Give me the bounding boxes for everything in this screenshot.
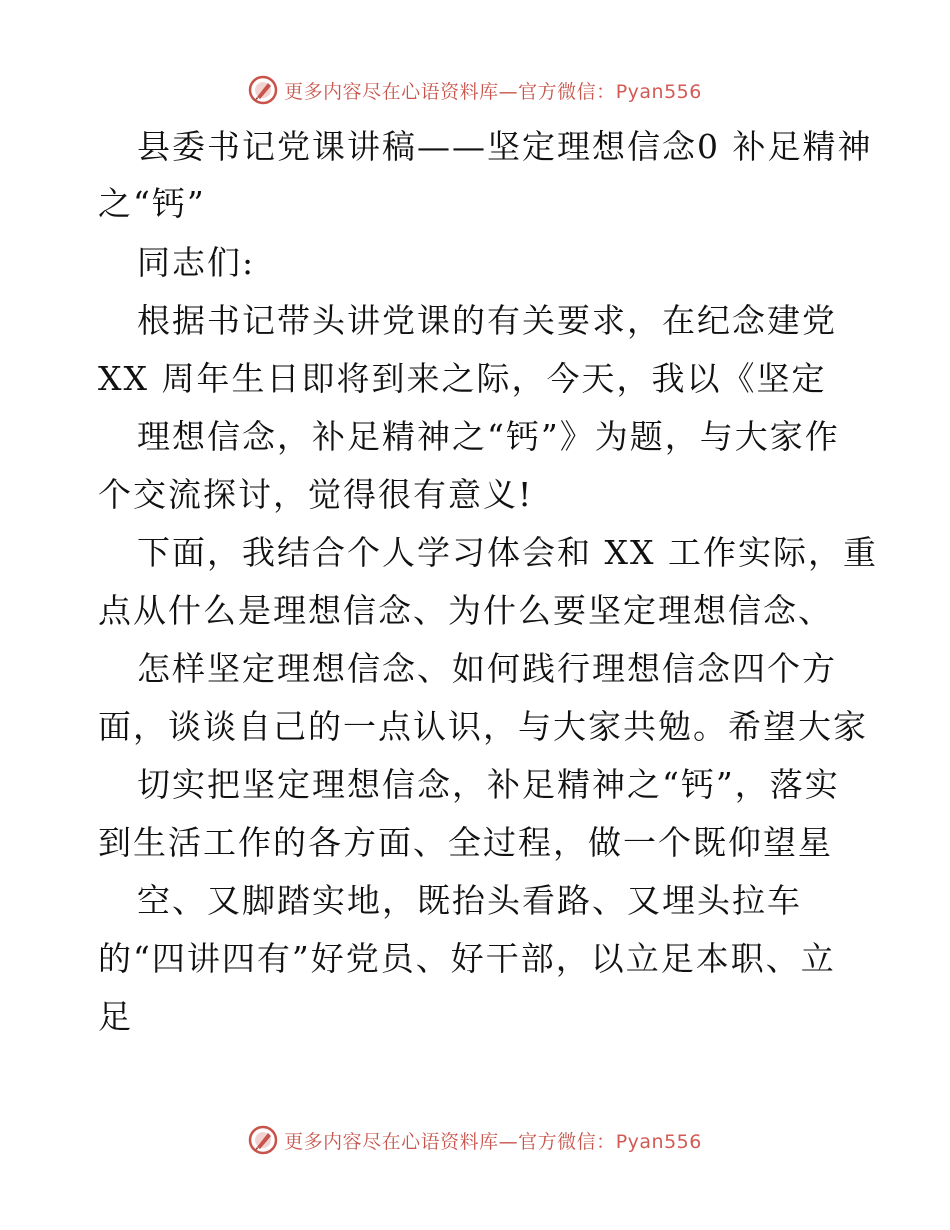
pen-nib-logo-icon (248, 75, 278, 105)
document-title-line-1: 县委书记党课讲稿——坚定理想信念0 补足精神 (137, 127, 873, 166)
paragraph-line: XX 周年生日即将到来之际，今天，我以《坚定 (98, 359, 827, 398)
paragraph-line: 下面，我结合个人学习体会和 XX 工作实际，重 (137, 533, 878, 572)
watermark-text: 更多内容尽在心语资料库—官方微信：Pyan556 (284, 1130, 702, 1153)
footer-watermark (0, 1120, 950, 1160)
paragraph-line: 怎样坚定理想信念、如何践行理想信念四个方 (137, 649, 837, 688)
watermark-text: 更多内容尽在心语资料库—官方微信：Pyan556 (284, 80, 702, 103)
paragraph-line: 空、又脚踏实地，既抬头看路、又埋头拉车 (137, 881, 802, 920)
header-watermark (0, 70, 950, 110)
paragraph-line: 切实把坚定理想信念，补足精神之“钙”，落实 (137, 765, 840, 804)
paragraph-line: 个交流探讨，觉得很有意义! (98, 475, 534, 514)
watermark-handle: Pyan556 (615, 80, 702, 103)
paragraph-line: 面，谈谈自己的一点认识，与大家共勉。希望大家 (98, 707, 868, 746)
paragraph-line: 到生活工作的各方面、全过程，做一个既仰望星 (98, 823, 833, 862)
salutation: 同志们: (137, 243, 256, 282)
paragraph-line: 根据书记带头讲党课的有关要求，在纪念建党 (137, 301, 837, 340)
paragraph-line: 理想信念，补足精神之“钙”》为题，与大家作 (137, 417, 840, 456)
paragraph-line: 足 (98, 997, 133, 1036)
paragraph-line: 的“四讲四有”好党员、好干部，以立足本职、立 (98, 939, 836, 978)
pen-nib-logo-icon (248, 1125, 278, 1155)
paragraph-line: 点从什么是理想信念、为什么要坚定理想信念、 (98, 591, 833, 630)
watermark-handle: Pyan556 (615, 1130, 702, 1153)
document-title-line-2: 之“钙” (98, 184, 206, 223)
